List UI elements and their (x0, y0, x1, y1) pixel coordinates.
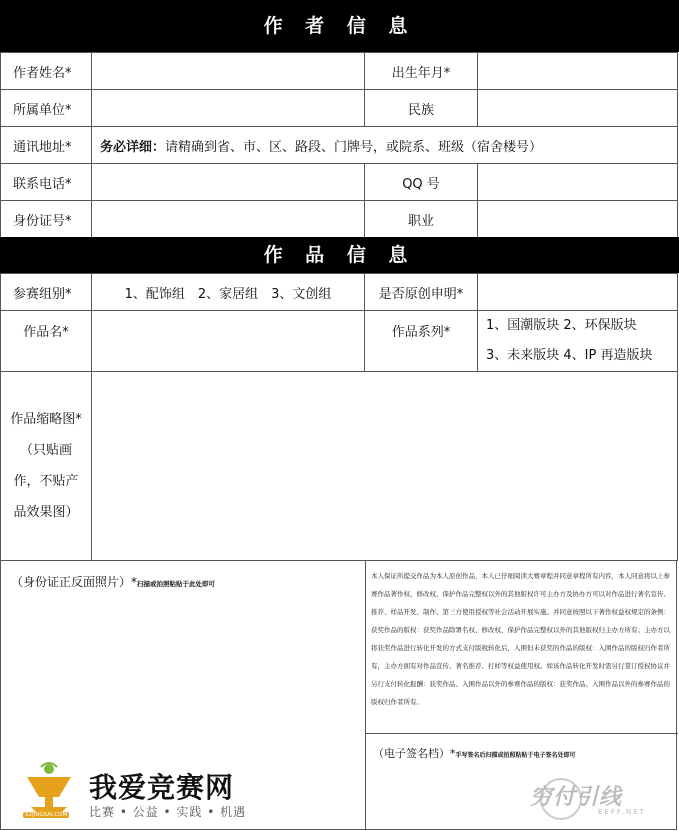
qq-label: QQ 号 (365, 164, 478, 201)
id-photo-note: 扫描或拍照粘贴于此处即可 (137, 580, 216, 588)
bottom-divider-vertical (365, 561, 366, 829)
thumbnail-label-line-1: 作品缩略图* (10, 412, 82, 427)
group-options[interactable]: 1、配饰组 2、家居组 3、文创组 (92, 274, 365, 311)
work-info-table (0, 273, 678, 561)
author-section-header: 作 者 信 息 (0, 0, 679, 52)
ethnicity-field[interactable] (478, 90, 678, 127)
thumbnail-label-line-3: 作，不贴产 (13, 474, 79, 489)
work-section-header: 作 品 信 息 (0, 237, 679, 273)
bottom-divider-horizontal (365, 733, 678, 734)
group-label: 参赛组别* (1, 274, 92, 311)
series-options[interactable] (478, 311, 678, 372)
series-label: 作品系列* (365, 311, 478, 372)
author-name-field[interactable] (92, 53, 365, 90)
work-name-label: 作品名* (1, 311, 92, 372)
unit-label: 所属单位* (1, 90, 92, 127)
series-options-line-1: 1、国潮版块 2、环保版块 (486, 318, 637, 333)
signature-area[interactable] (373, 745, 576, 761)
birth-date-label: 出生年月* (365, 53, 478, 90)
author-info-table (0, 52, 678, 238)
series-options-line-2: 3、未来版块 4、IP 再造版块 (486, 348, 653, 363)
logo-subtitle: 比赛 • 公益 • 实践 • 机遇 (89, 805, 247, 819)
signature-note: 手写签名后扫描或拍照粘贴于电子签名处即可 (455, 752, 576, 759)
phone-field[interactable] (92, 164, 365, 201)
watermark-subtext: EEFF.NET (598, 808, 646, 816)
occupation-label: 职业 (365, 201, 478, 238)
declaration-text: 本人保证所提交作品为本人原创作品，本人已仔细阅读大赛章程并同意章程所有内容，本人同意将以上参赛作品著作权、修改权、保护作品完整权以外的其他版权许可主办方及协办方可以对作品进行著名宣传、推荐、样品开发、制作、第三方使用授权等社会活动开展实施。并同意按照以下著作权益权规定的条例：获奖作品的版权：获奖作品除署名权、修改权、保护作品完整权以外的其他版权归主办方所有；主办方以将获奖作品进行转化开发的方式支付版税转化后，入围但未获奖的作品的版权：入围作品的版权归作者所有，主办方拥有对作品宣传、著名推荐、打样等权益使用权。如该作品转化开发时需另行签订授权协议并另行支付转化报酬：获奖作品、入围作品以外的参赛作品的版权：获奖作品、入围作品以外的参赛作品的版权归作者所有。 (371, 572, 670, 706)
address-hint: 请精确到省、市、区、路段、门牌号，或院系、班级（宿舍楼号） (165, 139, 543, 155)
address-hint-bold: 务必详细： (100, 139, 166, 155)
work-name-field[interactable] (92, 311, 365, 372)
id-number-label: 身份证号* (1, 201, 92, 238)
author-name-label: 作者姓名* (1, 53, 92, 90)
thumbnail-area[interactable] (92, 372, 678, 561)
signature-label: （电子签名档）* (373, 747, 456, 760)
logo-site: 52JINGSAI.COM (25, 812, 68, 818)
occupation-field[interactable] (478, 201, 678, 238)
watermark-text: 穷付引线 (530, 785, 623, 810)
id-number-field[interactable] (92, 201, 365, 238)
address-field[interactable] (92, 127, 678, 164)
id-photo-area[interactable] (11, 573, 215, 590)
address-label: 通讯地址* (1, 127, 92, 164)
phone-label: 联系电话* (1, 164, 92, 201)
birth-date-field[interactable] (478, 53, 678, 90)
id-photo-label: （身份证正反面照片）* (11, 575, 138, 589)
original-field[interactable] (478, 274, 678, 311)
qq-field[interactable] (478, 164, 678, 201)
ethnicity-label: 民族 (365, 90, 478, 127)
original-label: 是否原创申明* (365, 274, 478, 311)
thumbnail-label (1, 372, 92, 561)
thumbnail-label-line-4: 品效果图） (13, 505, 79, 520)
unit-field[interactable] (92, 90, 365, 127)
thumbnail-label-line-2: （只贴画 (19, 443, 72, 458)
logo-text: 我爱竞赛网 (89, 771, 235, 804)
